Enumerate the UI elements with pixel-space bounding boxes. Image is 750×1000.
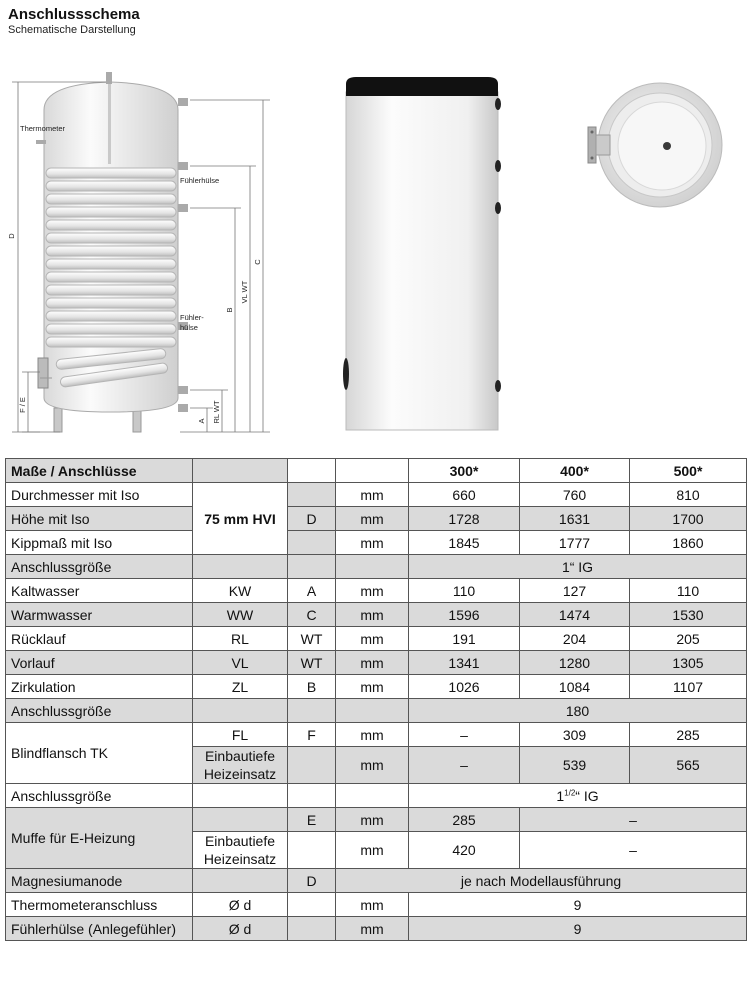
schematic-drawing xyxy=(0,48,750,440)
dim-label-vl-wt: VL WT xyxy=(240,280,249,304)
page-title: Anschlussschema xyxy=(8,6,140,23)
table-row: Höhe mit Iso D mm 1728 1631 1700 xyxy=(6,507,747,531)
table-row: Kippmaß mit Iso mm 1845 1777 1860 xyxy=(6,531,747,555)
table-row: Anschlussgröße 1“ IG xyxy=(6,555,747,579)
dim-label-rl-wt: RL WT xyxy=(212,400,221,424)
dim-label-a: A xyxy=(197,418,206,424)
blindflansch-label: Blindflansch TK xyxy=(6,723,193,784)
table-row: Einbautiefe Heizeinsatz mm – 539 565 xyxy=(6,747,747,784)
table-row: Einbautiefe Heizeinsatz mm 420 – xyxy=(6,832,747,869)
table-row: Warmwasser WW C mm 1596 1474 1530 xyxy=(6,603,747,627)
spec-table xyxy=(5,458,747,941)
table-row: Zirkulation ZL B mm 1026 1084 1107 xyxy=(6,675,747,699)
table-row: Thermometeranschluss Ø d mm 9 xyxy=(6,893,747,917)
header-label: Maße / Anschlüsse xyxy=(6,459,193,483)
table-header-row xyxy=(6,459,747,483)
dim-label-b: B xyxy=(225,307,234,313)
dim-label-c: C xyxy=(253,259,262,265)
table-row: Magnesiumanode D je nach Modellausführung xyxy=(6,869,747,893)
table-row: Anschlussgröße 180 xyxy=(6,699,747,723)
tank-exterior xyxy=(343,77,501,430)
dim-label-f-e: F / E xyxy=(18,397,27,413)
header xyxy=(8,6,140,37)
page-subtitle: Schematische Darstellung xyxy=(8,24,136,36)
dim-label-d: D xyxy=(7,233,16,239)
header-500: 500* xyxy=(630,459,747,483)
table-row: Fühlerhülse (Anlegefühler) Ø d mm 9 xyxy=(6,917,747,941)
table-row: Muffe für E-Heizung E mm 285 – xyxy=(6,808,747,832)
hvi-cell: 75 mm HVI xyxy=(193,483,288,555)
label-sensor-sleeve-top: Fühlerhülse xyxy=(180,176,220,185)
table-row: Anschlussgröße $1^{1/2}“$ IG xyxy=(6,784,747,808)
muffe-label: Muffe für E-Heizung xyxy=(6,808,193,869)
table-row: Vorlauf VL WT mm 1341 1280 1305 xyxy=(6,651,747,675)
label-sensor-sleeve-bottom-1: Fühler- xyxy=(180,313,204,322)
table-row: Kaltwasser KW A mm 110 127 110 xyxy=(6,579,747,603)
label-sensor-sleeve-bottom-2: hülse xyxy=(180,323,198,332)
schematic-svg xyxy=(0,48,750,440)
header-300: 300* xyxy=(409,459,520,483)
label-thermometer: Thermometer xyxy=(20,124,66,133)
tank-top-view xyxy=(588,83,722,207)
table-row: Rücklauf RL WT mm 191 204 205 xyxy=(6,627,747,651)
header-400: 400* xyxy=(520,459,630,483)
table-row: Blindflansch TK FL F mm – 309 285 xyxy=(6,723,747,747)
table-row: Durchmesser mit Iso 75 mm HVI mm 660 760 810 xyxy=(6,483,747,507)
